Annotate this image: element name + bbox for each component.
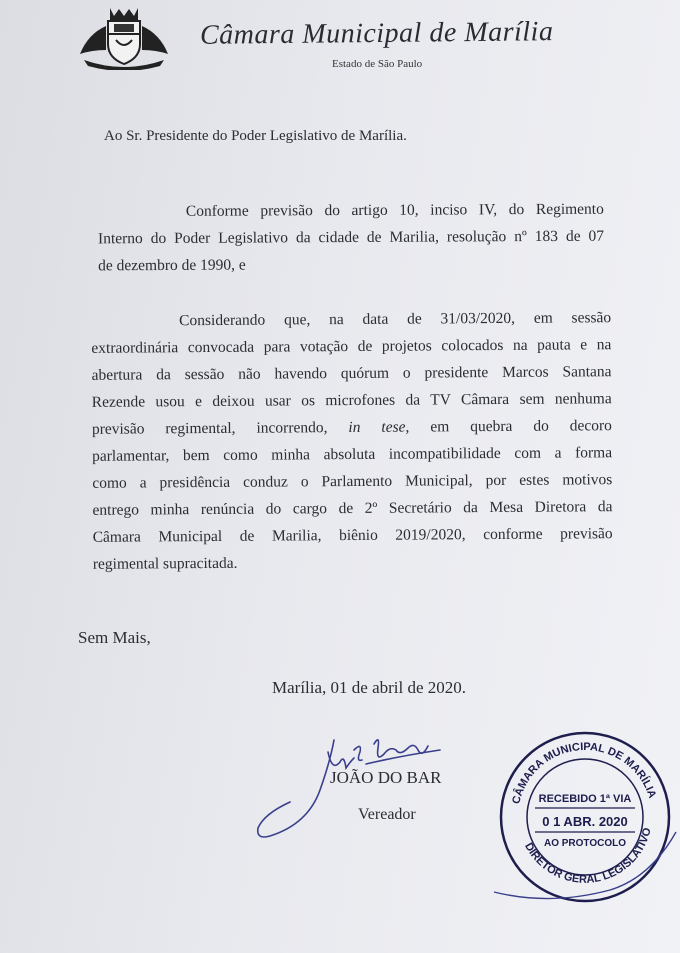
paragraph-2-line-mixed: [92, 412, 612, 443]
paragraph-2-line: Câmara Municipal de Marilia, biênio 2019/2020, conforme previsão: [92, 525, 613, 546]
stamp-received: RECEBIDO 1ª VIA: [538, 793, 632, 805]
stamp-ring-bottom: DIRETOR GERAL LEGISLATIVO: [522, 826, 654, 886]
paragraph-2-line: como a presidência conduz o Parlamento Municipal, por estes motivos: [92, 471, 613, 492]
paragraph-2-line: Considerando que, na data de 31/03/2020, em sessão: [179, 309, 612, 330]
institution-title: Câmara Municipal de Marília: [199, 16, 554, 51]
place-date: Marília, 01 de abril de 2020.: [272, 678, 467, 697]
paragraph-2-line: entrego minha renúncia do cargo de 2º Secretário da Mesa Diretora da: [92, 498, 613, 519]
stamp-date: 0 1 ABR. 2020: [542, 814, 628, 829]
closing-line: Sem Mais,: [78, 628, 151, 647]
paragraph-1-line: Interno do Poder Legislativo da cidade de Marilia, resolução nº 183 de 07: [97, 227, 605, 248]
text-run: previsão regimental, incorrendo,: [91, 419, 349, 438]
coat-of-arms-icon: [74, 4, 174, 70]
paragraph-2-line: abertura da sessão não havendo quórum o presidente Marcos Santana: [91, 363, 612, 384]
latin-phrase: in tese: [348, 418, 406, 437]
paragraph-2-line: parlamentar, bem como minha absoluta incompatibilidade com a forma: [92, 444, 613, 465]
paragraph-1-line: de dezembro de 1990, e: [98, 256, 246, 275]
paragraph-2-line: extraordinária convocada para votação de projetos colocados na pauta e na: [91, 336, 612, 357]
text-run: , em quebra do decoro: [405, 417, 612, 436]
reception-stamp: [490, 722, 680, 912]
paragraph-1: [98, 196, 604, 280]
signer-role: Vereador: [358, 806, 416, 823]
paragraph-2-line: regimental supracitada.: [92, 554, 238, 573]
signer-name: JOÃO DO BAR: [330, 768, 442, 787]
addressee-line: Ao Sr. Presidente do Poder Legislativo de Marília.: [104, 128, 407, 144]
paragraph-1-line: Conforme previsão do artigo 10, inciso IV, do Regimento: [185, 200, 604, 220]
institution-subtitle: Estado de São Paulo: [332, 58, 423, 70]
stamp-protocol: AO PROTOCOLO: [543, 838, 627, 849]
paragraph-2-line: Rezende usou e deixou usar os microfones da TV Câmara sem nenhuma: [91, 390, 612, 411]
paragraph-2: [91, 304, 613, 578]
stamp-ring-top: CÂMARA MUNICIPAL DE MARÍLIA: [510, 740, 659, 806]
